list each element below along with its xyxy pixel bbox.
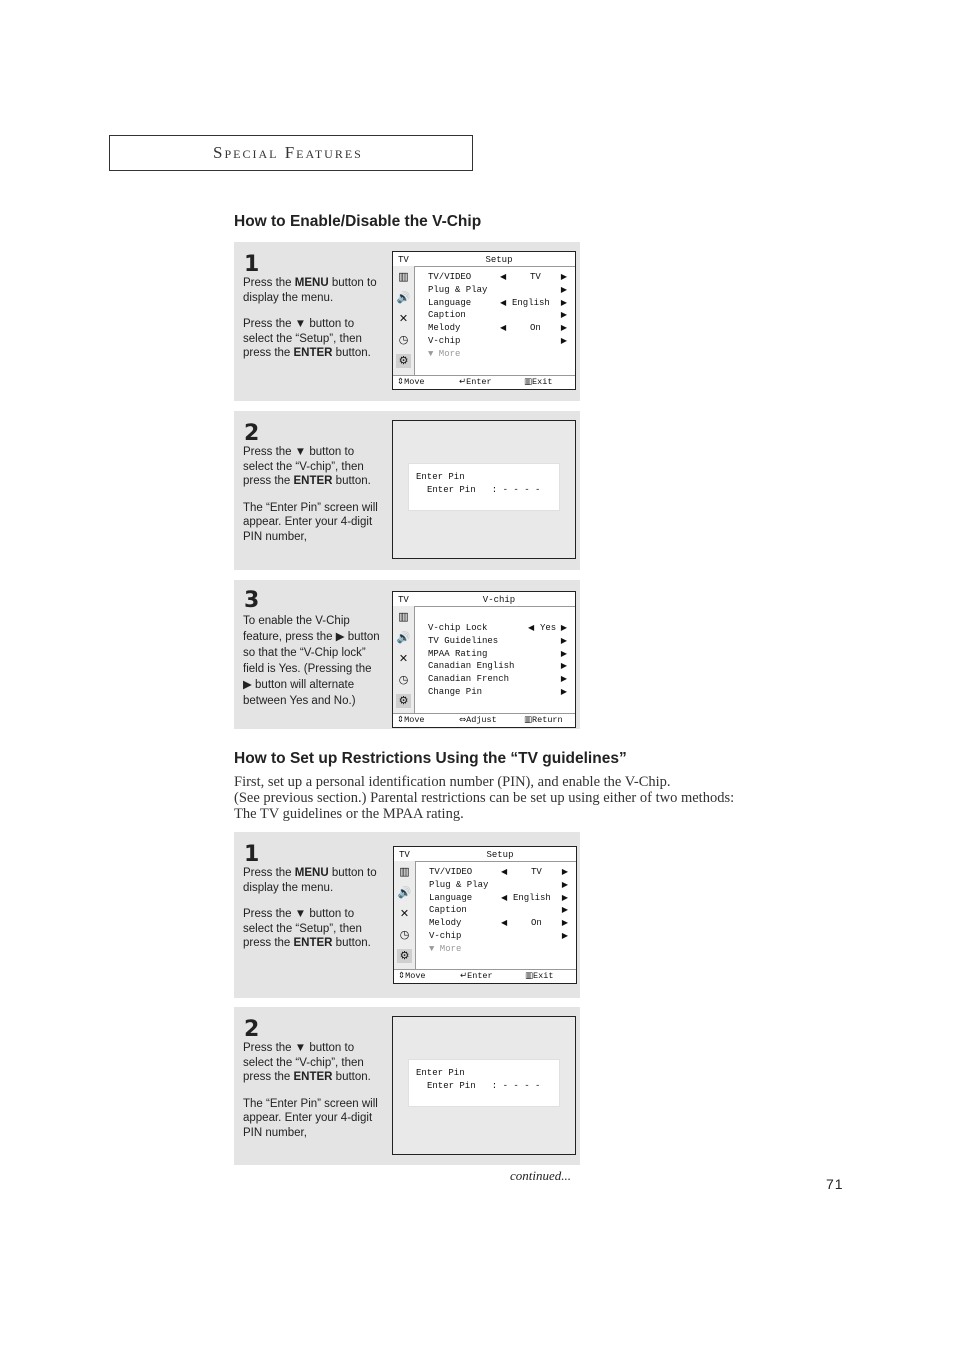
menu-row-value: Yes bbox=[540, 623, 557, 633]
right-arrow-icon: ▶ bbox=[561, 867, 568, 876]
left-arrow-icon: ◀ bbox=[501, 918, 508, 928]
time-icon: ◷ bbox=[399, 928, 410, 941]
menu-row[interactable] bbox=[428, 336, 567, 348]
step-number: 2 bbox=[244, 421, 260, 446]
step-text: Press the MENU button to display the menu. Press the ▼ button to select the “Setup”, then press the ENTER button. bbox=[243, 867, 377, 949]
menu-row-value: TV bbox=[531, 867, 542, 877]
menu-row-label: V-chip bbox=[428, 336, 461, 346]
picture-icon: ▥ bbox=[398, 270, 409, 283]
right-arrow-icon: ▶ bbox=[560, 674, 567, 684]
right-arrow-icon: ▶ bbox=[560, 272, 567, 281]
exit-icon: ▥ bbox=[524, 377, 533, 387]
menu-footer bbox=[393, 375, 575, 389]
enter-pin-screen bbox=[392, 420, 576, 559]
menu-row-label: Plug & Play bbox=[428, 284, 488, 295]
setup-menu-screen bbox=[392, 251, 576, 390]
intro-paragraph: First, set up a personal identification number (PIN), and enable the V-Chip. (See previous section.) Parental restrictions can be set up using either of two methods: The TV guidelines or the MPAA rating. bbox=[234, 774, 735, 822]
menu-row[interactable] bbox=[429, 918, 568, 930]
menu-row[interactable] bbox=[428, 323, 567, 335]
step-text: Press the MENU button to display the menu. Press the ▼ button to select the “Setup”, then press the ENTER button. bbox=[243, 277, 377, 359]
right-arrow-icon: ▶ bbox=[560, 297, 567, 307]
menu-row[interactable] bbox=[429, 931, 568, 943]
source-label: TV bbox=[398, 255, 409, 265]
footer-move: ⇕Move bbox=[397, 715, 425, 725]
right-arrow-icon: ▶ bbox=[560, 687, 567, 696]
menu-row-label: V-chip Lock bbox=[428, 623, 488, 633]
setup-icon: ⚙ bbox=[397, 949, 412, 963]
menu-row-value: On bbox=[531, 918, 542, 929]
continued-note: continued... bbox=[510, 1168, 572, 1183]
step-text: Press the ▼ button to select the “V-chip”, then press the ENTER button. The “Enter Pin” screen will appear. Enter your 4-digit PIN number, bbox=[243, 1042, 378, 1139]
menu-row-value: English bbox=[513, 892, 551, 903]
time-icon: ◷ bbox=[398, 333, 409, 346]
menu-row[interactable] bbox=[428, 636, 567, 648]
left-arrow-icon: ◀ bbox=[500, 272, 507, 281]
footer-adjust: ⇔Adjust bbox=[459, 715, 497, 725]
menu-row-label: Canadian English bbox=[428, 661, 515, 672]
setup-icon: ⚙ bbox=[396, 694, 411, 708]
menu-row[interactable] bbox=[428, 349, 567, 361]
section-heading-vchip: How to Enable/Disable the V-Chip bbox=[234, 213, 482, 230]
right-arrow-icon: ▶ bbox=[561, 918, 568, 928]
menu-row-label: Caption bbox=[428, 310, 466, 321]
pin-dialog bbox=[408, 463, 560, 511]
footer-move: ⇕Move bbox=[398, 971, 426, 981]
step-2-panel bbox=[234, 411, 580, 570]
step-2-panel-b bbox=[234, 1007, 580, 1165]
step-1-panel bbox=[234, 242, 580, 401]
picture-icon: ▥ bbox=[399, 865, 410, 878]
menu-row-label: MPAA Rating bbox=[428, 648, 488, 659]
menu-row-label: TV/VIDEO bbox=[428, 272, 472, 282]
menu-row-label: Melody bbox=[428, 323, 461, 334]
menu-divider bbox=[393, 606, 575, 607]
pin-field: Enter Pin : - - - - bbox=[427, 1081, 541, 1091]
step-number: 3 bbox=[244, 588, 260, 613]
right-arrow-icon: ▶ bbox=[561, 905, 568, 915]
chapter-header bbox=[109, 135, 473, 171]
menu-icon-column bbox=[393, 266, 415, 376]
left-arrow-icon: ◀ bbox=[501, 892, 508, 902]
page-number: 71 bbox=[826, 1176, 844, 1192]
picture-icon: ▥ bbox=[398, 610, 409, 623]
right-arrow-icon: ▶ bbox=[560, 310, 567, 320]
right-arrow-icon: ▶ bbox=[560, 623, 567, 632]
menu-row-value: English bbox=[512, 297, 550, 308]
menu-row[interactable] bbox=[428, 272, 567, 284]
menu-row[interactable] bbox=[428, 661, 567, 673]
menu-row-value: On bbox=[530, 323, 541, 334]
right-arrow-icon: ▶ bbox=[561, 931, 568, 940]
move-icon: ⇕ bbox=[397, 377, 405, 387]
source-label: TV bbox=[398, 595, 409, 605]
right-arrow-icon: ▶ bbox=[560, 661, 567, 671]
channel-icon: ✕ bbox=[399, 907, 410, 920]
pin-title: Enter Pin bbox=[416, 1068, 465, 1078]
menu-footer bbox=[393, 713, 575, 727]
time-icon: ◷ bbox=[398, 673, 409, 686]
menu-icon-column bbox=[393, 606, 415, 714]
setup-icon: ⚙ bbox=[396, 354, 411, 368]
channel-icon: ✕ bbox=[398, 652, 409, 665]
footer-exit: ▥Exit bbox=[524, 377, 553, 387]
step-number: 2 bbox=[244, 1017, 260, 1042]
left-arrow-icon: ◀ bbox=[500, 323, 507, 333]
right-arrow-icon: ▶ bbox=[560, 635, 567, 645]
menu-row-label: Language bbox=[428, 297, 472, 308]
menu-row[interactable] bbox=[429, 944, 568, 956]
chapter-title: Special Features bbox=[213, 143, 363, 162]
menu-row-label: ▼ More bbox=[428, 348, 461, 359]
menu-row[interactable] bbox=[429, 880, 568, 892]
move-icon: ⇕ bbox=[397, 715, 405, 725]
menu-row[interactable] bbox=[429, 867, 568, 879]
step-number: 1 bbox=[244, 252, 260, 277]
menu-row[interactable] bbox=[428, 310, 567, 322]
menu-divider bbox=[394, 861, 576, 862]
pin-title: Enter Pin bbox=[416, 472, 465, 482]
menu-row[interactable] bbox=[429, 893, 568, 905]
menu-title: Setup bbox=[485, 255, 513, 265]
source-label: TV bbox=[399, 850, 410, 860]
footer-enter: ↵Enter bbox=[459, 377, 492, 387]
channel-icon: ✕ bbox=[398, 312, 409, 325]
menu-row-label: Language bbox=[429, 892, 473, 903]
right-arrow-icon: ▶ bbox=[561, 879, 568, 889]
menu-row[interactable] bbox=[428, 687, 567, 699]
exit-icon: ▥ bbox=[525, 971, 534, 981]
menu-row-label: Melody bbox=[429, 918, 462, 929]
menu-title: V-chip bbox=[482, 595, 516, 605]
pin-field: Enter Pin : - - - - bbox=[427, 485, 541, 495]
menu-row-label: Caption bbox=[429, 905, 467, 916]
pin-dialog bbox=[408, 1059, 560, 1107]
sound-icon: 🔊 bbox=[397, 886, 412, 899]
footer-return: ▥Return bbox=[524, 715, 563, 725]
menu-row-label: Canadian French bbox=[428, 674, 510, 685]
vchip-menu-screen bbox=[392, 591, 576, 728]
menu-row-label: ▼ More bbox=[429, 943, 462, 954]
left-arrow-icon: ◀ bbox=[528, 623, 535, 632]
step-text: To enable the V-Chip feature, press the ▶ button so that the “V-Chip lock” field is Yes. (Pressing the ▶ button will alternate between Yes and No.) bbox=[243, 615, 380, 707]
menu-row-label: TV Guidelines bbox=[428, 635, 499, 646]
adjust-icon: ⇔ bbox=[459, 715, 467, 725]
menu-row[interactable] bbox=[428, 298, 567, 310]
menu-icon-column bbox=[394, 861, 416, 970]
menu-row-label: V-chip bbox=[429, 931, 462, 941]
left-arrow-icon: ◀ bbox=[501, 867, 508, 876]
right-arrow-icon: ▶ bbox=[561, 892, 568, 902]
menu-row[interactable] bbox=[428, 674, 567, 686]
right-arrow-icon: ▶ bbox=[560, 323, 567, 333]
move-icon: ⇕ bbox=[398, 971, 406, 981]
menu-row[interactable] bbox=[428, 285, 567, 297]
enter-pin-screen bbox=[392, 1016, 576, 1155]
step-1-panel-b bbox=[234, 832, 580, 998]
menu-row[interactable] bbox=[429, 905, 568, 917]
footer-enter: ↵Enter bbox=[460, 971, 493, 981]
footer-exit: ▥Exit bbox=[525, 971, 554, 981]
return-icon: ▥ bbox=[524, 715, 533, 725]
menu-footer bbox=[394, 969, 576, 983]
menu-title: Setup bbox=[486, 850, 514, 860]
footer-move: ⇕Move bbox=[397, 377, 425, 387]
menu-row-value: TV bbox=[530, 272, 541, 282]
left-arrow-icon: ◀ bbox=[500, 297, 507, 307]
setup-menu-screen bbox=[393, 846, 577, 984]
enter-icon: ↵ bbox=[459, 377, 467, 387]
section-heading-guidelines: How to Set up Restrictions Using the “TV guidelines” bbox=[234, 750, 627, 767]
sound-icon: 🔊 bbox=[396, 631, 411, 644]
menu-row-label: Plug & Play bbox=[429, 879, 489, 890]
step-text: Press the ▼ button to select the “V-chip”, then press the ENTER button. The “Enter Pin” screen will appear. Enter your 4-digit PIN number, bbox=[243, 446, 378, 543]
menu-row[interactable] bbox=[428, 623, 567, 635]
enter-icon: ↵ bbox=[460, 971, 468, 981]
menu-row-label: Change Pin bbox=[428, 687, 483, 697]
right-arrow-icon: ▶ bbox=[560, 284, 567, 294]
right-arrow-icon: ▶ bbox=[560, 336, 567, 345]
menu-divider bbox=[393, 266, 575, 267]
menu-row[interactable] bbox=[428, 649, 567, 661]
sound-icon: 🔊 bbox=[396, 291, 411, 304]
right-arrow-icon: ▶ bbox=[560, 648, 567, 658]
menu-row-label: TV/VIDEO bbox=[429, 867, 473, 877]
step-3-panel bbox=[234, 580, 580, 729]
step-number: 1 bbox=[244, 842, 260, 867]
